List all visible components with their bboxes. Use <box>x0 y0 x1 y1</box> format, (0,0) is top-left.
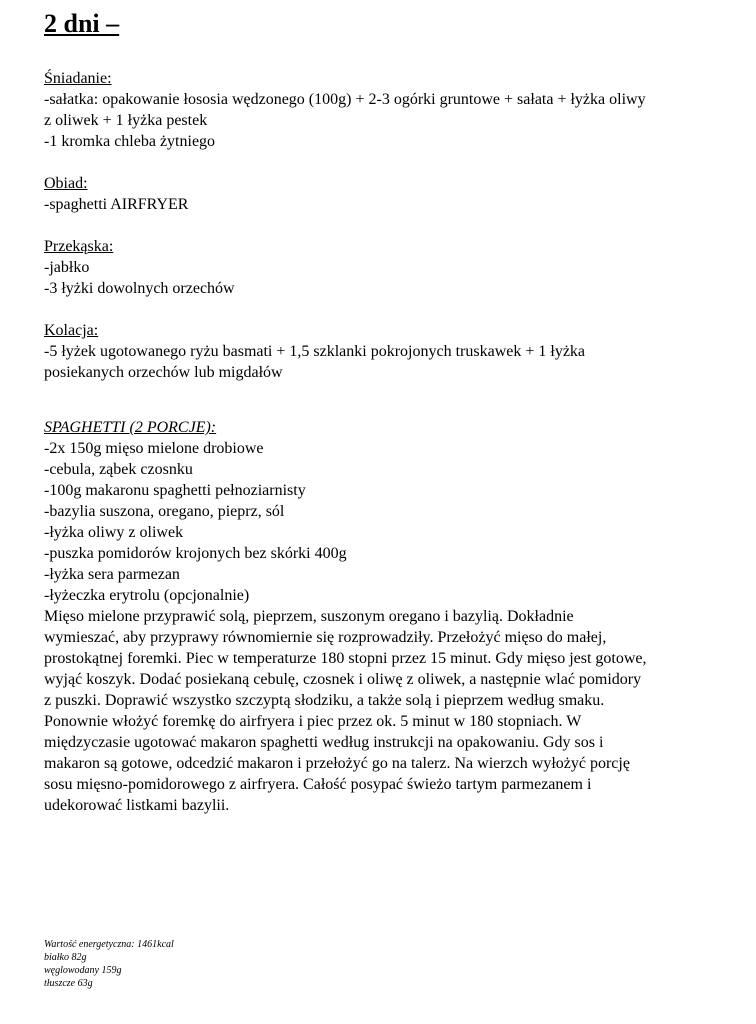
recipe-heading: SPAGHETTI (2 PORCJE): <box>44 419 217 436</box>
meal-lunch <box>44 173 744 215</box>
meal-dinner <box>44 320 744 383</box>
ingredient-item: -łyżka sera parmezan <box>44 566 180 583</box>
instruction-line: makaron są gotowe, odcedzić makaron i przełożyć go na talerz. Na wierzch wyłożyć porcję <box>44 755 630 772</box>
page-title: 2 dni – <box>44 9 120 38</box>
instruction-line: międzyczasie ugotować makaron spaghetti według instrukcji na opakowaniu. Gdy sos i <box>44 734 604 751</box>
meal-heading-lunch: Obiad: <box>44 175 88 192</box>
meal-item: z oliwek + 1 łyżka pestek <box>44 112 208 129</box>
nutrition-fat: tłuszcze 63g <box>44 978 93 989</box>
instruction-line: Mięso mielone przyprawić solą, pieprzem, suszonym oregano i bazylią. Dokładnie <box>44 608 574 625</box>
nutrition-protein: białko 82g <box>44 952 87 963</box>
nutrition-summary <box>44 938 344 990</box>
instruction-line: prostokątnej foremki. Piec w temperaturze 180 stopni przez 15 minut. Gdy mięso jest gotowe, <box>44 650 647 667</box>
meal-item: -3 łyżki dowolnych orzechów <box>44 280 235 297</box>
ingredient-item: -2x 150g mięso mielone drobiowe <box>44 440 264 457</box>
meal-plan <box>44 68 744 404</box>
instruction-line: wymieszać, aby przyprawy równomiernie się rozprowadziły. Przełożyć mięso do małej, <box>44 629 607 646</box>
meal-breakfast <box>44 68 744 152</box>
instruction-line: z puszki. Doprawić wszystko szczyptą słodziku, a także solą i pieprzem według smaku. <box>44 692 605 709</box>
recipe-section <box>44 417 744 816</box>
meal-item: -jabłko <box>44 259 90 276</box>
meal-heading-breakfast: Śniadanie: <box>44 70 112 87</box>
instruction-line: Ponownie włożyć foremkę do airfryera i piec przez ok. 5 minut w 180 stopniach. W <box>44 713 582 730</box>
meal-item: posiekanych orzechów lub migdałów <box>44 364 283 381</box>
recipe-instructions <box>44 606 744 816</box>
meal-item: -sałatka: opakowanie łososia wędzonego (100g) + 2-3 ogórki gruntowe + sałata + łyżka oliwy <box>44 91 646 108</box>
instruction-line: wyjąć koszyk. Dodać posiekaną cebulę, czosnek i oliwę z oliwek, a następnie wlać pomidory <box>44 671 642 688</box>
meal-heading-snack: Przekąska: <box>44 238 114 255</box>
meal-item: -1 kromka chleba żytniego <box>44 133 216 150</box>
ingredient-item: -cebula, ząbek czosnku <box>44 461 193 478</box>
ingredient-item: -łyżka oliwy z oliwek <box>44 524 184 541</box>
meal-heading-dinner: Kolacja: <box>44 322 99 339</box>
nutrition-carbs: węglowodany 159g <box>44 965 122 976</box>
meal-snack <box>44 236 744 299</box>
meal-item: -spaghetti AIRFRYER <box>44 196 189 213</box>
ingredient-item: -bazylia suszona, oregano, pieprz, sól <box>44 503 285 520</box>
nutrition-energy: Wartość energetyczna: 1461kcal <box>44 939 174 950</box>
instruction-line: sosu mięsno-pomidorowego z airfryera. Całość posypać świeżo tartym parmezanem i <box>44 776 592 793</box>
meal-item: -5 łyżek ugotowanego ryżu basmati + 1,5 szklanki pokrojonych truskawek + 1 łyżka <box>44 343 586 360</box>
ingredient-item: -łyżeczka erytrolu (opcjonalnie) <box>44 587 250 604</box>
ingredient-item: -100g makaronu spaghetti pełnoziarnisty <box>44 482 306 499</box>
instruction-line: udekorować listkami bazylii. <box>44 797 230 814</box>
ingredient-item: -puszka pomidorów krojonych bez skórki 400g <box>44 545 347 562</box>
ingredient-list <box>44 438 744 606</box>
